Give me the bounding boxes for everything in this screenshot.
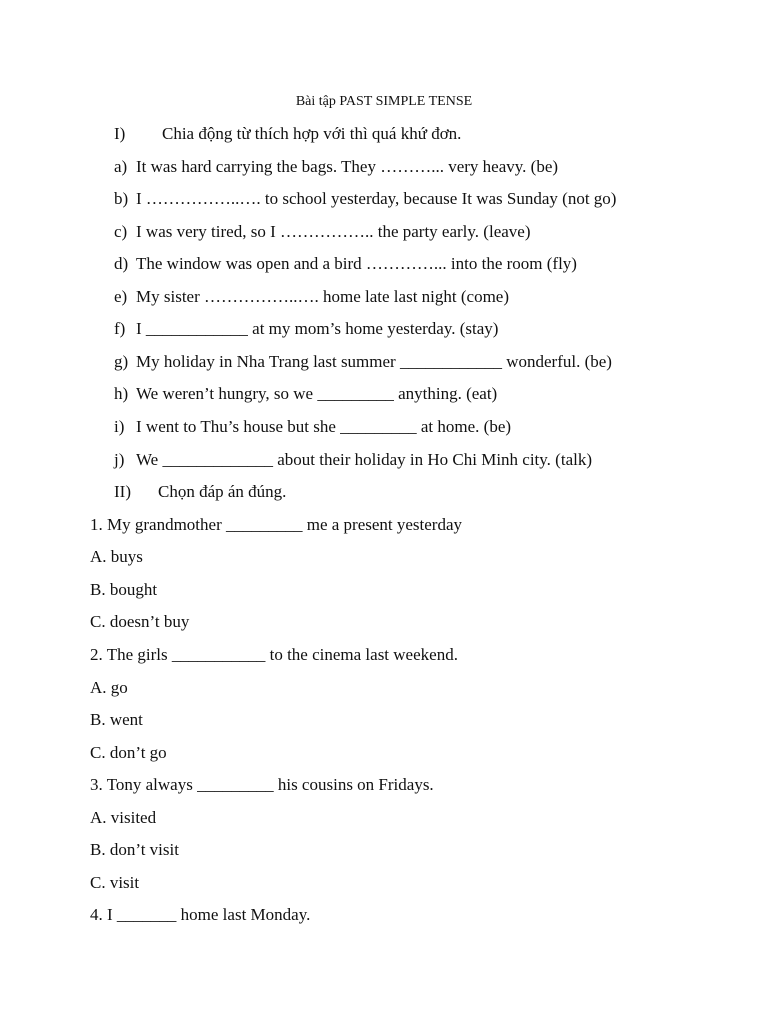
item-marker: a): [114, 157, 128, 176]
section-2-heading: Chọn đáp án đúng.: [158, 482, 287, 501]
question-3: 3. Tony always _________ his cousins on Fridays.: [90, 775, 434, 794]
option-line: C. visit: [90, 873, 140, 892]
item-marker: g): [114, 352, 129, 371]
section-1-marker: I): [114, 124, 126, 143]
section-2-marker: II): [114, 482, 131, 501]
option-line: A. buys: [90, 547, 143, 566]
item-marker: d): [114, 254, 129, 273]
item-text: We weren’t hungry, so we _________ anything. (eat): [136, 384, 498, 403]
item-marker: f): [114, 319, 126, 338]
option-line: B. don’t visit: [90, 840, 179, 859]
item-text: I was very tired, so I …………….. the party early. (leave): [136, 222, 531, 241]
item-marker: e): [114, 287, 128, 306]
item-text: The window was open and a bird …………... into the room (fly): [136, 254, 577, 273]
question-2: 2. The girls ___________ to the cinema last weekend.: [90, 645, 458, 664]
page-title: Bài tập PAST SIMPLE TENSE: [295, 94, 473, 109]
item-text: It was hard carrying the bags. They ………... very heavy. (be): [136, 157, 559, 176]
question-1: 1. My grandmother _________ me a present yesterday: [90, 515, 463, 534]
item-marker: h): [114, 384, 129, 403]
option-line: B. bought: [90, 580, 158, 599]
item-text: I ……………..…. to school yesterday, because It was Sunday (not go): [136, 189, 617, 208]
item-text: My sister ……………..…. home late last night (come): [136, 287, 509, 306]
section-1-heading: Chia động từ thích hợp với thì quá khứ đơn.: [162, 124, 462, 143]
option-line: C. don’t go: [90, 743, 167, 762]
item-marker: i): [114, 417, 125, 436]
option-line: A. go: [90, 678, 128, 697]
item-marker: c): [114, 222, 128, 241]
option-line: C. doesn’t buy: [90, 612, 190, 631]
item-marker: b): [114, 189, 129, 208]
option-line: B. went: [90, 710, 143, 729]
question-4: 4. I _______ home last Monday.: [90, 905, 311, 924]
item-text: My holiday in Nha Trang last summer ____________ wonderful. (be): [136, 352, 612, 371]
item-text: We _____________ about their holiday in Ho Chi Minh city. (talk): [136, 450, 592, 469]
option-line: A. visited: [90, 808, 157, 827]
item-text: I went to Thu’s house but she _________ at home. (be): [136, 417, 512, 436]
item-text: I ____________ at my mom’s home yesterday. (stay): [136, 319, 499, 338]
item-marker: j): [114, 450, 125, 469]
